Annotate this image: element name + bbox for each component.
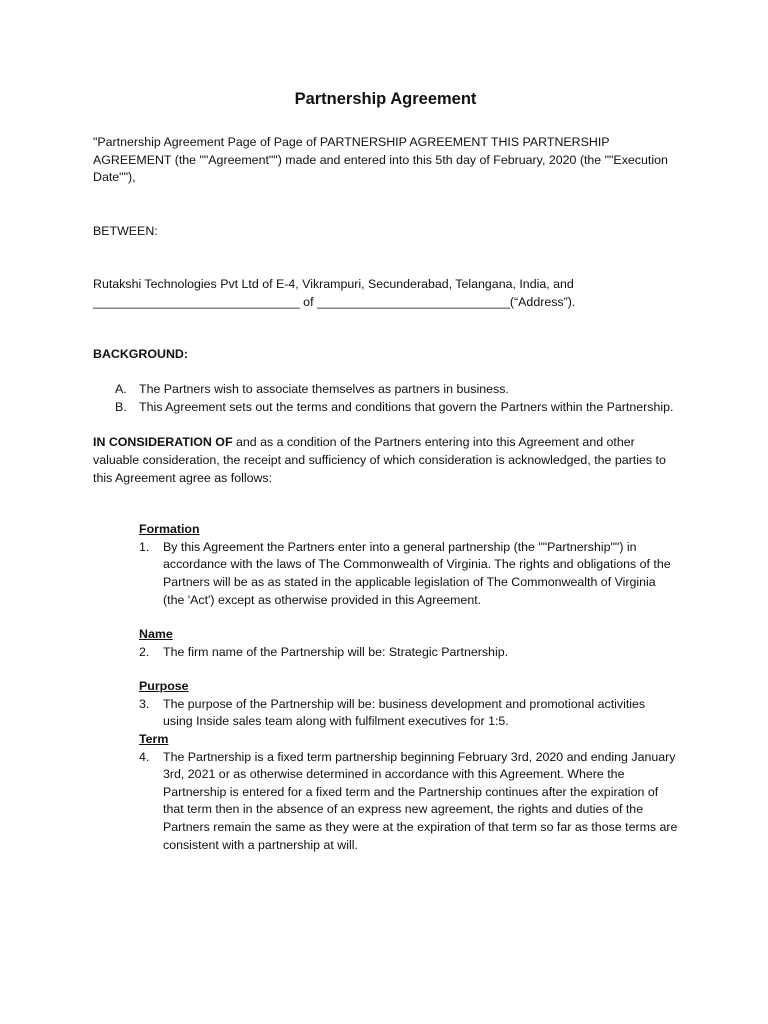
section-formation [139,521,678,609]
document-title: Partnership Agreement [294,90,477,108]
clause-number: 1. [139,539,150,554]
background-list [93,381,678,416]
clause-number: 3. [139,696,150,711]
background-item [93,399,678,417]
consideration-paragraph [93,434,678,487]
intro-paragraph: "Partnership Agreement Page of Page of PARTNERSHIP AGREEMENT THIS PARTNERSHIP AGREEMENT (the ""Agreement"") made and entered into this 5th day of February, 2020 (the ""Execution Date""), [93,135,668,185]
clause-text: The firm name of the Partnership will be: Strategic Partnership. [163,644,509,659]
between-label: BETWEEN: [93,223,158,238]
party-address-blank: ____________________________ [316,294,510,309]
parties-of: of [299,294,317,309]
section-heading: Term [139,732,169,747]
section-name [139,626,678,661]
document-body [93,88,678,854]
consideration-lead: IN CONSIDERATION OF [93,435,233,450]
clause-text: By this Agreement the Partners enter into a general partnership (the ""Partnership"") in accordance with the laws of The Commonwealth of Virginia. The rights and obligations of the Partners will be as as stated in the applicable legislation of The Commonwealth of Virginia (the 'Act') except as otherwise provided in this Agreement. [163,539,671,607]
section-purpose [139,678,678,731]
background-heading: BACKGROUND: [93,346,188,361]
parties-line: Rutakshi Technologies Pvt Ltd of E-4, Vikrampuri, Secunderabad, Telangana, India, and [93,277,574,292]
background-item-marker: B. [115,399,127,414]
clause [139,644,678,662]
section-heading: Name [139,627,173,642]
clause [139,539,678,609]
consideration-text: and as a condition of the Partners entering into this Agreement and other valuable consideration, the receipt and sufficiency of which consideration is acknowledged, the parties to this Agreement agree as follows: [93,435,666,485]
clause-number: 2. [139,644,150,659]
section-heading: Purpose [139,679,189,694]
clause-text: The Partnership is a fixed term partnership beginning February 3rd, 2020 and ending January 3rd, 2021 or as otherwise determined in accordance with this Agreement. Where the Partnership is entered for a fixed term and the Partnership continues after the expiration of that term then in the absence of an express new agreement, the rights and duties of the Partners remain the same as they were at the expiration of that term so far as those terms are consistent with a partnership at will. [163,749,678,852]
party-name-blank: ______________________________ [93,294,300,309]
background-item-text: The Partners wish to associate themselves as partners in business. [139,382,509,397]
clause-number: 4. [139,749,150,764]
section-term [139,731,678,854]
parties-address-label: (“Address”). [509,294,576,309]
clause [139,696,678,731]
parties-paragraph [93,276,678,311]
background-item-text: This Agreement sets out the terms and conditions that govern the Partners within the Partnership. [139,399,674,414]
background-item-marker: A. [115,382,127,397]
background-item [93,381,678,399]
section-heading: Formation [139,522,200,537]
clause [139,749,678,855]
clause-text: The purpose of the Partnership will be: business development and promotional activities using Inside sales team along with fulfilment executives for 1:5. [163,696,646,729]
